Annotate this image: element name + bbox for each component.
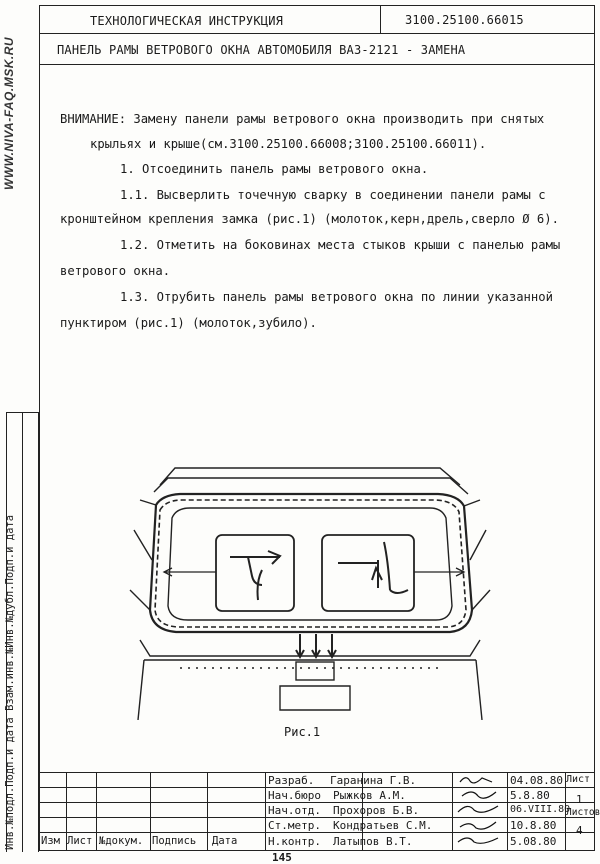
- attention-line-2: крыльях и крыше(см.3100.25100.66008;3100.25100.66011).: [90, 137, 487, 151]
- date-5: 5.08.80: [510, 835, 557, 848]
- sheet-value: 1: [576, 793, 583, 806]
- frame-left: [39, 5, 40, 851]
- signature-marks: [452, 772, 507, 850]
- name-5: Латыпов В.Т.: [333, 835, 413, 848]
- title-block-row-2: [39, 802, 595, 803]
- step-1-1-line-1: 1.1. Высверлить точечную сварку в соединении панели рамы с: [120, 188, 546, 202]
- title-block-top: [39, 772, 595, 773]
- header-divider: [39, 33, 595, 34]
- date-2: 5.8.80: [510, 789, 550, 802]
- frame-top: [39, 5, 595, 6]
- step-1-3-line-2: пунктиром (рис.1) (молоток,зубило).: [60, 316, 317, 330]
- label-list: Лист: [67, 835, 93, 847]
- name-3: Прохоров Б.В.: [333, 804, 420, 817]
- name-1: Гаранина Г.В.: [330, 774, 417, 787]
- date-3: 06.VIII.80: [510, 804, 571, 815]
- stamp-strip-divider: [22, 412, 23, 852]
- title-block-bottom: [39, 850, 595, 851]
- label-podpis: Подпись: [152, 835, 197, 847]
- watermark-text: WWW.NIVA-FAQ.MSK.RU: [2, 36, 16, 190]
- header-split: [380, 5, 381, 34]
- doc-title: ПАНЕЛЬ РАМЫ ВЕТРОВОГО ОКНА АВТОМОБИЛЯ ВАЗ-2121 - ЗАМЕНА: [57, 43, 466, 57]
- figure-caption: Рис.1: [284, 725, 321, 739]
- doc-type: ТЕХНОЛОГИЧЕСКАЯ ИНСТРУКЦИЯ: [90, 14, 284, 28]
- role-nach-otd: Нач.отд.: [268, 804, 321, 817]
- label-data: Дата: [212, 835, 238, 847]
- col-date: [507, 772, 508, 850]
- date-1: 04.08.80: [510, 774, 563, 787]
- step-1: 1. Отсоединить панель рамы ветрового окна.: [120, 162, 429, 176]
- role-nach-buro: Нач.бюро: [268, 789, 321, 802]
- title-divider: [39, 64, 595, 65]
- step-1-2-line-2: ветрового окна.: [60, 264, 171, 278]
- role-razrab: Разраб.: [268, 774, 315, 787]
- title-block-row-3: [39, 817, 595, 818]
- date-4: 10.8.80: [510, 819, 557, 832]
- role-st-metr: Ст.метр.: [268, 819, 321, 832]
- title-block-row-4: [39, 832, 595, 833]
- step-1-2-line-1: 1.2. Отметить на боковинах места стыков крыши с панелью рамы: [120, 238, 561, 252]
- sheets-value: 4: [576, 824, 583, 837]
- page-number: 145: [272, 851, 292, 864]
- sheet-label: Лист: [566, 774, 591, 785]
- role-n-kontr: Н.контр.: [268, 835, 321, 848]
- col-dokum: [150, 772, 151, 850]
- name-4: Кондратьев С.М.: [333, 819, 433, 832]
- col-podpis: [207, 772, 208, 850]
- col-data: [265, 772, 266, 850]
- col-list: [96, 772, 97, 850]
- name-2: Рыжков А.М.: [333, 789, 406, 802]
- windshield-frame-drawing: [120, 460, 500, 720]
- sheets-label: Листов: [566, 807, 600, 818]
- label-izm: Изм: [41, 835, 60, 847]
- label-dokum: №докум.: [99, 835, 144, 847]
- side-stamp-label: Инв.№подл.Подп.и дата Взам.инв.№Инв.№дубл.Подп.и дата: [4, 514, 16, 850]
- frame-right: [594, 5, 595, 851]
- step-1-1-line-2: кронштейном крепления замка (рис.1) (молоток,керн,дрель,сверло Ø 6).: [60, 212, 559, 226]
- doc-number: 3100.25100.66015: [405, 13, 524, 27]
- attention-line-1: ВНИМАНИЕ: Замену панели рамы ветрового окна производить при снятых: [60, 112, 545, 126]
- title-block-row-1: [39, 787, 595, 788]
- step-1-3-line-1: 1.3. Отрубить панель рамы ветрового окна по линии указанной: [120, 290, 553, 304]
